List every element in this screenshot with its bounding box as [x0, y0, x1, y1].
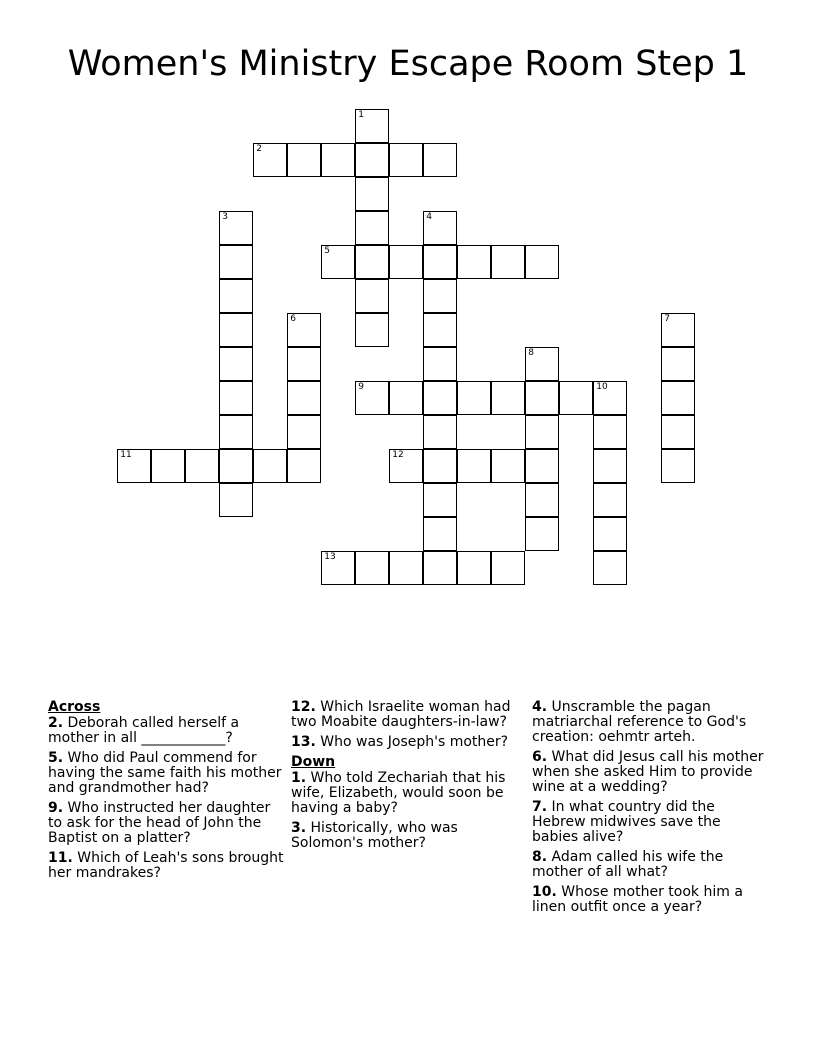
clue-number: 7: [664, 314, 670, 325]
clue-down-7: 7. In what country did the Hebrew midwives save the babies alive?: [532, 799, 721, 845]
grid-cell[interactable]: [253, 449, 287, 483]
clue-number: 1: [358, 110, 364, 121]
grid-cell[interactable]: [593, 381, 627, 415]
grid-cell[interactable]: [423, 415, 457, 449]
grid-cell[interactable]: [321, 143, 355, 177]
clue-down-8: 8. Adam called his wife the mother of all what?: [532, 849, 724, 880]
grid-cell[interactable]: [457, 245, 491, 279]
clue-number: 5: [324, 246, 330, 257]
grid-cell[interactable]: [287, 143, 321, 177]
grid-cell[interactable]: [559, 381, 593, 415]
grid-cell[interactable]: [219, 211, 253, 245]
clue-number: 3: [222, 212, 228, 223]
clue-down-1: 1. Who told Zechariah that his wife, Elizabeth, would soon be having a baby?: [291, 770, 506, 816]
grid-cell[interactable]: [389, 143, 423, 177]
grid-cell[interactable]: [423, 279, 457, 313]
grid-cell[interactable]: [661, 449, 695, 483]
clue-number: 4: [426, 212, 432, 223]
grid-cell[interactable]: [151, 449, 185, 483]
grid-cell[interactable]: [525, 381, 559, 415]
grid-cell[interactable]: [525, 245, 559, 279]
grid-cell[interactable]: [423, 483, 457, 517]
grid-cell[interactable]: [423, 449, 457, 483]
grid-cell[interactable]: [491, 449, 525, 483]
clue-across-2: 2. Deborah called herself a mother in all ____________?: [48, 715, 240, 746]
grid-cell[interactable]: [287, 313, 321, 347]
clue-across-12: 12. Which Israelite woman had two Moabite daughters-in-law?: [291, 699, 511, 730]
clue-across-5: 5. Who did Paul commend for having the same faith his mother and grandmother had?: [48, 750, 282, 796]
grid-cell[interactable]: [219, 483, 253, 517]
grid-cell[interactable]: [491, 551, 525, 585]
grid-cell[interactable]: [593, 449, 627, 483]
grid-cell[interactable]: [287, 347, 321, 381]
grid-cell[interactable]: [661, 415, 695, 449]
grid-cell[interactable]: [219, 381, 253, 415]
grid-cell[interactable]: [185, 449, 219, 483]
grid-cell[interactable]: [355, 211, 389, 245]
grid-cell[interactable]: [661, 347, 695, 381]
grid-cell[interactable]: [423, 517, 457, 551]
down-heading: Down: [291, 754, 336, 770]
grid-cell[interactable]: [355, 177, 389, 211]
grid-cell[interactable]: [219, 449, 253, 483]
clue-across-13: 13. Who was Joseph's mother?: [291, 734, 509, 750]
grid-cell[interactable]: [423, 381, 457, 415]
grid-cell[interactable]: [253, 143, 287, 177]
grid-cell[interactable]: [389, 245, 423, 279]
grid-cell[interactable]: [219, 313, 253, 347]
grid-cell[interactable]: [525, 449, 559, 483]
clues-column-3: [532, 700, 768, 920]
grid-cell[interactable]: [355, 551, 389, 585]
grid-cell[interactable]: [661, 313, 695, 347]
clue-number: 11: [120, 450, 132, 461]
clues-column-1: [48, 700, 284, 886]
clue-number: 12: [392, 450, 404, 461]
grid-cell[interactable]: [457, 449, 491, 483]
clue-down-6: 6. What did Jesus call his mother when she asked Him to provide wine at a wedding?: [532, 749, 764, 795]
clue-number: 2: [256, 144, 262, 155]
grid-cell[interactable]: [355, 381, 389, 415]
grid-cell[interactable]: [525, 517, 559, 551]
grid-cell[interactable]: [219, 279, 253, 313]
grid-cell[interactable]: [593, 415, 627, 449]
grid-cell[interactable]: [389, 449, 423, 483]
grid-cell[interactable]: [321, 245, 355, 279]
grid-cell[interactable]: [457, 551, 491, 585]
grid-cell[interactable]: [525, 483, 559, 517]
grid-cell[interactable]: [355, 109, 389, 143]
grid-cell[interactable]: [389, 551, 423, 585]
grid-cell[interactable]: [593, 483, 627, 517]
clue-number: 10: [596, 382, 608, 393]
clue-down-3: 3. Historically, who was Solomon's mother?: [291, 820, 458, 851]
grid-cell[interactable]: [287, 381, 321, 415]
grid-cell[interactable]: [423, 245, 457, 279]
grid-cell[interactable]: [219, 245, 253, 279]
clue-down-10: 10. Whose mother took him a linen outfit once a year?: [532, 884, 743, 915]
grid-cell[interactable]: [525, 415, 559, 449]
grid-cell[interactable]: [423, 143, 457, 177]
grid-cell[interactable]: [287, 449, 321, 483]
grid-cell[interactable]: [423, 211, 457, 245]
grid-cell[interactable]: [321, 551, 355, 585]
grid-cell[interactable]: [593, 551, 627, 585]
page-title: Women's Ministry Escape Room Step 1: [67, 44, 749, 84]
grid-cell[interactable]: [117, 449, 151, 483]
grid-cell[interactable]: [423, 347, 457, 381]
clue-across-11: 11. Which of Leah's sons brought her mandrakes?: [48, 850, 284, 881]
grid-cell[interactable]: [355, 313, 389, 347]
grid-cell[interactable]: [491, 245, 525, 279]
clue-number: 6: [290, 314, 296, 325]
grid-cell[interactable]: [287, 415, 321, 449]
grid-cell[interactable]: [593, 517, 627, 551]
clue-across-9: 9. Who instructed her daughter to ask for the head of John the Baptist on a platter?: [48, 800, 271, 846]
clues-column-2: [291, 700, 513, 856]
grid-cell[interactable]: [219, 415, 253, 449]
grid-cell[interactable]: [491, 381, 525, 415]
grid-cell[interactable]: [457, 381, 491, 415]
clue-down-4: 4. Unscramble the pagan matriarchal reference to God's creation: oehmtr arteh.: [532, 699, 747, 745]
clue-number: 9: [358, 382, 364, 393]
across-heading: Across: [48, 699, 101, 715]
grid-cell[interactable]: [389, 381, 423, 415]
clue-number: 13: [324, 552, 336, 563]
grid-cell[interactable]: [355, 279, 389, 313]
grid-cell[interactable]: [661, 381, 695, 415]
grid-cell[interactable]: [355, 143, 389, 177]
grid-cell[interactable]: [525, 347, 559, 381]
grid-cell[interactable]: [219, 347, 253, 381]
clue-number: 8: [528, 348, 534, 359]
grid-cell[interactable]: [355, 245, 389, 279]
grid-cell[interactable]: [423, 551, 457, 585]
grid-cell[interactable]: [423, 313, 457, 347]
